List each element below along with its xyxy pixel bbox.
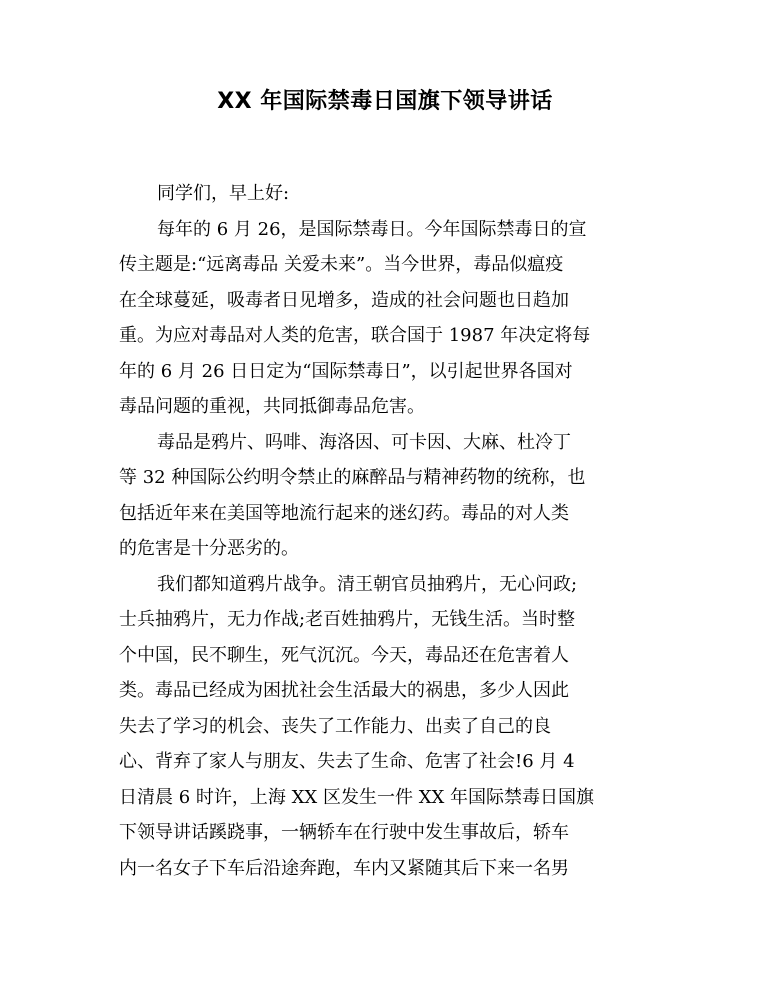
text-line: 在全球蔓延，吸毒者日见增多，造成的社会问题也日趋加 xyxy=(119,289,569,311)
text-line: 心、背弃了家人与朋友、失去了生命、危害了社会!6 月 4 xyxy=(119,751,575,772)
text-line: 下领导讲话蹊跷事，一辆轿车在行驶中发生事故后，轿车 xyxy=(119,822,569,843)
text-line: 传主题是:“远离毒品 关爱未来”。当今世界，毒品似瘟疫 xyxy=(119,254,564,275)
text-line: 等 32 种国际公约明令禁止的麻醉品与精神药物的统称，也 xyxy=(119,467,586,488)
document-title: XX 年国际禁毒日国旗下领导讲话 xyxy=(217,89,553,114)
text-line: 个中国，民不聊生，死气沉沉。今天，毒品还在危害着人 xyxy=(119,644,569,666)
text-line: 士兵抽鸦片，无力作战;老百姓抽鸦片，无钱生活。当时整 xyxy=(119,609,576,630)
text-line: 日清晨 6 时许，上海 XX 区发生一件 XX 年国际禁毒日国旗 xyxy=(119,786,595,808)
text-line: 毒品问题的重视，共同抵御毒品危害。 xyxy=(119,396,425,417)
text-line: 我们都知道鸦片战争。清王朝官员抽鸦片，无心问政; xyxy=(157,573,578,595)
text-line: 年的 6 月 26 日日定为“国际禁毒日”，以引起世界各国对 xyxy=(119,360,573,382)
text-line: 毒品是鸦片、吗啡、海洛因、可卡因、大麻、杜冷丁 xyxy=(157,431,571,453)
text-line: 失去了学习的机会、丧失了工作能力、出卖了自己的良 xyxy=(119,715,551,737)
text-line: 包括近年来在美国等地流行起来的迷幻药。毒品的对人类 xyxy=(119,502,569,524)
text-line: 内一名女子下车后沿途奔跑，车内又紧随其后下来一名男 xyxy=(119,857,569,879)
text-line: 重。为应对毒品对人类的危害，联合国于 1987 年决定将每 xyxy=(119,325,591,346)
text-line: 的危害是十分恶劣的。 xyxy=(119,538,299,559)
text-line: 每年的 6 月 26，是国际禁毒日。今年国际禁毒日的宣 xyxy=(157,218,587,240)
text-line: 同学们，早上好: xyxy=(157,183,290,204)
document-body xyxy=(119,176,659,886)
text-line: 类。毒品已经成为困扰社会生活最大的祸患，多少人因此 xyxy=(119,680,569,701)
